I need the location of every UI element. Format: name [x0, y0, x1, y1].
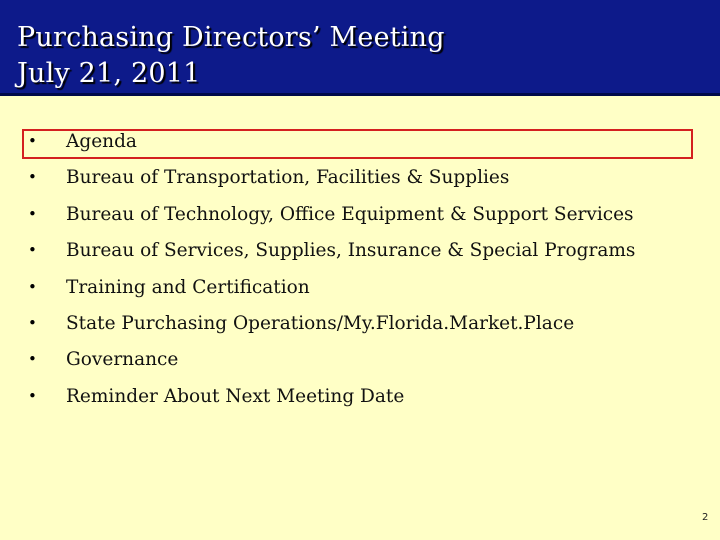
agenda-item [0, 237, 720, 269]
agenda-item [0, 383, 720, 415]
agenda-item-label: Agenda [66, 131, 137, 152]
slide-title-line-2: July 21, 2011 [17, 58, 201, 89]
bullet-icon: • [28, 241, 37, 260]
agenda-item-label: Governance [66, 349, 179, 371]
agenda-item-label: State Purchasing Operations/My.Florida.Market.Place [66, 313, 575, 334]
agenda-item-label: Bureau of Transportation, Facilities & Supplies [66, 167, 510, 189]
slide-header [0, 0, 720, 96]
bullet-icon: • [28, 168, 37, 187]
bullet-icon: • [28, 314, 37, 332]
bullet-icon: • [28, 386, 37, 405]
bullet-icon: • [28, 350, 37, 369]
bullet-icon: • [28, 204, 37, 223]
agenda-item-label: Training and Certification [66, 276, 310, 298]
agenda-item [0, 201, 720, 233]
agenda-item-label: Reminder About Next Meeting Date [66, 385, 405, 407]
agenda-item [0, 310, 720, 342]
agenda-item [0, 164, 720, 196]
bullet-icon: • [28, 277, 37, 296]
slide-number: 2 [702, 512, 709, 523]
slide-title-line-1: Purchasing Directors’ Meeting [17, 22, 445, 53]
agenda-item [0, 128, 720, 160]
agenda-item-label: Bureau of Technology, Office Equipment & Support Services [66, 203, 634, 225]
agenda-item-label: Bureau of Services, Supplies, Insurance & Special Programs [66, 240, 636, 262]
agenda-item [0, 274, 720, 306]
agenda-item [0, 346, 720, 378]
bullet-icon: • [28, 132, 37, 150]
